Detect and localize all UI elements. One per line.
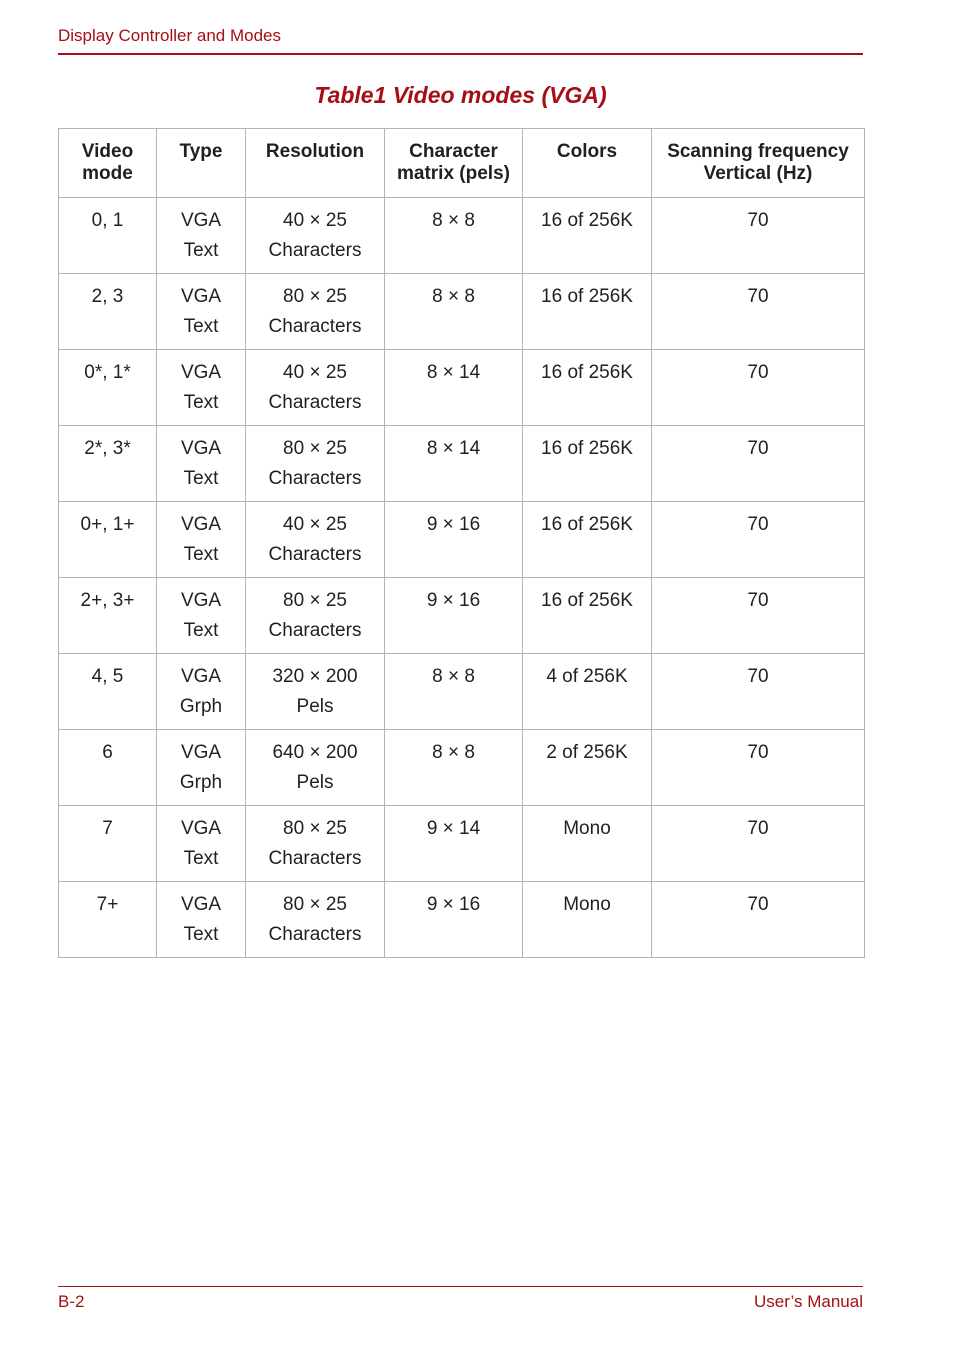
cell-scanning-frequency — [652, 806, 865, 882]
cell-type — [157, 882, 246, 958]
cell-text: 70 — [747, 666, 769, 687]
cell-colors — [523, 426, 652, 502]
cell-text: VGA — [180, 210, 222, 231]
cell-text: 2 of 256K — [546, 742, 628, 763]
cell-text: VGA — [180, 362, 222, 383]
cell-text: 0, 1 — [91, 210, 124, 231]
cell-text: 16 of 256K — [541, 438, 633, 459]
cell-text: 320 × 200 — [272, 666, 358, 687]
cell-text: Characters — [268, 316, 362, 337]
column-header-resolution — [246, 129, 385, 198]
cell-text: VGA — [180, 818, 222, 839]
cell-scanning-frequency — [652, 198, 865, 274]
cell-character-matrix — [385, 882, 523, 958]
table-row — [59, 882, 865, 958]
cell-resolution — [246, 426, 385, 502]
cell-text: 6 — [102, 742, 113, 763]
cell-text: VGA — [180, 590, 222, 611]
cell-resolution — [246, 654, 385, 730]
column-header-colors — [523, 129, 652, 198]
cell-text: VGA — [180, 514, 222, 535]
cell-text: 70 — [747, 590, 769, 611]
cell-text: 70 — [747, 514, 769, 535]
cell-text: Grph — [179, 696, 223, 717]
cell-text: Text — [183, 924, 219, 945]
table-row — [59, 350, 865, 426]
cell-text: 4 of 256K — [546, 666, 628, 687]
cell-text: VGA — [180, 438, 222, 459]
cell-video-mode — [59, 882, 157, 958]
cell-text: 16 of 256K — [541, 590, 633, 611]
cell-text: 70 — [747, 894, 769, 915]
cell-text: 8 × 8 — [432, 742, 475, 763]
cell-type — [157, 730, 246, 806]
cell-colors — [523, 274, 652, 350]
cell-text: 80 × 25 — [283, 590, 347, 611]
cell-resolution — [246, 882, 385, 958]
cell-text: 80 × 25 — [283, 438, 347, 459]
cell-text: Text — [183, 620, 219, 641]
footer-divider — [58, 1286, 863, 1287]
cell-scanning-frequency — [652, 730, 865, 806]
cell-text: 640 × 200 — [272, 742, 358, 763]
cell-text: 40 × 25 — [283, 210, 347, 231]
column-header-text: Type — [179, 141, 223, 162]
cell-text: Text — [183, 316, 219, 337]
cell-type — [157, 198, 246, 274]
cell-type — [157, 578, 246, 654]
cell-character-matrix — [385, 502, 523, 578]
cell-text: Pels — [296, 772, 334, 793]
cell-video-mode — [59, 654, 157, 730]
cell-text: 9 × 16 — [426, 590, 481, 611]
cell-resolution — [246, 274, 385, 350]
cell-text: 70 — [747, 818, 769, 839]
cell-colors — [523, 350, 652, 426]
cell-text: 16 of 256K — [541, 210, 633, 231]
cell-colors — [523, 502, 652, 578]
cell-resolution — [246, 806, 385, 882]
cell-text: VGA — [180, 894, 222, 915]
cell-colors — [523, 654, 652, 730]
cell-text: 40 × 25 — [283, 514, 347, 535]
cell-text: 9 × 16 — [426, 894, 481, 915]
cell-video-mode — [59, 274, 157, 350]
cell-text: 2*, 3* — [84, 438, 131, 459]
cell-text: VGA — [180, 666, 222, 687]
table-row — [59, 502, 865, 578]
cell-resolution — [246, 730, 385, 806]
cell-text: 16 of 256K — [541, 514, 633, 535]
column-header-text: Colors — [556, 141, 618, 162]
table-row — [59, 578, 865, 654]
cell-colors — [523, 198, 652, 274]
cell-video-mode — [59, 426, 157, 502]
cell-text: 8 × 8 — [432, 286, 475, 307]
cell-text: 9 × 16 — [426, 514, 481, 535]
cell-scanning-frequency — [652, 426, 865, 502]
cell-type — [157, 426, 246, 502]
table-row — [59, 654, 865, 730]
cell-scanning-frequency — [652, 350, 865, 426]
cell-text: Characters — [268, 924, 362, 945]
table-row — [59, 274, 865, 350]
cell-scanning-frequency — [652, 274, 865, 350]
cell-text: Text — [183, 392, 219, 413]
cell-resolution — [246, 198, 385, 274]
cell-text: 8 × 14 — [426, 438, 481, 459]
cell-text: Characters — [268, 848, 362, 869]
cell-text: 70 — [747, 210, 769, 231]
column-header-text: Vertical (Hz) — [703, 163, 813, 184]
cell-type — [157, 806, 246, 882]
column-header-text: Video — [81, 141, 134, 162]
cell-text: 9 × 14 — [426, 818, 481, 839]
cell-text: 70 — [747, 438, 769, 459]
page-number: B-2 — [58, 1292, 85, 1311]
cell-scanning-frequency — [652, 502, 865, 578]
cell-text: 16 of 256K — [541, 362, 633, 383]
table-row — [59, 806, 865, 882]
column-header-text: Character — [409, 141, 498, 162]
cell-character-matrix — [385, 426, 523, 502]
cell-scanning-frequency — [652, 578, 865, 654]
cell-colors — [523, 730, 652, 806]
cell-text: VGA — [180, 742, 222, 763]
table-caption: Table1 Video modes (VGA) — [314, 82, 607, 108]
cell-text: 80 × 25 — [283, 286, 347, 307]
table-row — [59, 198, 865, 274]
column-header-character-matrix — [385, 129, 523, 198]
column-header-text: Resolution — [265, 141, 365, 162]
cell-character-matrix — [385, 274, 523, 350]
cell-text: 16 of 256K — [541, 286, 633, 307]
cell-text: 0+, 1+ — [80, 514, 135, 535]
cell-text: Text — [183, 544, 219, 565]
cell-text: 70 — [747, 362, 769, 383]
cell-video-mode — [59, 350, 157, 426]
video-modes-table — [58, 128, 865, 958]
cell-character-matrix — [385, 198, 523, 274]
cell-colors — [523, 806, 652, 882]
column-header-text: matrix (pels) — [397, 163, 510, 184]
cell-type — [157, 350, 246, 426]
cell-character-matrix — [385, 578, 523, 654]
cell-resolution — [246, 502, 385, 578]
column-header-scanning-frequency — [652, 129, 865, 198]
table-row — [59, 426, 865, 502]
cell-text: Characters — [268, 392, 362, 413]
cell-type — [157, 502, 246, 578]
cell-text: Mono — [563, 818, 611, 839]
cell-type — [157, 274, 246, 350]
cell-text: Mono — [563, 894, 611, 915]
table-row — [59, 730, 865, 806]
cell-video-mode — [59, 502, 157, 578]
cell-text: Pels — [296, 696, 334, 717]
cell-text: 2+, 3+ — [80, 590, 135, 611]
manual-title: User’s Manual — [754, 1292, 863, 1311]
cell-colors — [523, 882, 652, 958]
cell-scanning-frequency — [652, 654, 865, 730]
header-divider — [58, 53, 863, 55]
cell-text: Characters — [268, 468, 362, 489]
cell-text: 70 — [747, 286, 769, 307]
cell-video-mode — [59, 198, 157, 274]
cell-text: Characters — [268, 544, 362, 565]
cell-video-mode — [59, 730, 157, 806]
cell-text: 7+ — [96, 894, 119, 915]
cell-text: VGA — [180, 286, 222, 307]
cell-video-mode — [59, 806, 157, 882]
cell-text: 70 — [747, 742, 769, 763]
cell-text: Grph — [179, 772, 223, 793]
cell-text: Text — [183, 240, 219, 261]
column-header-video-mode — [59, 129, 157, 198]
cell-type — [157, 654, 246, 730]
cell-text: 40 × 25 — [283, 362, 347, 383]
cell-character-matrix — [385, 730, 523, 806]
column-header-text: mode — [82, 163, 133, 184]
cell-text: 80 × 25 — [283, 894, 347, 915]
cell-character-matrix — [385, 654, 523, 730]
cell-text: 4, 5 — [91, 666, 124, 687]
cell-colors — [523, 578, 652, 654]
cell-text: 8 × 8 — [432, 210, 475, 231]
cell-resolution — [246, 578, 385, 654]
cell-character-matrix — [385, 806, 523, 882]
cell-text: Text — [183, 468, 219, 489]
cell-text: 80 × 25 — [283, 818, 347, 839]
cell-scanning-frequency — [652, 882, 865, 958]
cell-text: 8 × 8 — [432, 666, 475, 687]
column-header-text: Scanning frequency — [667, 141, 849, 162]
column-header-type — [157, 129, 246, 198]
running-header: Display Controller and Modes — [58, 26, 281, 45]
cell-text: Text — [183, 848, 219, 869]
cell-video-mode — [59, 578, 157, 654]
cell-character-matrix — [385, 350, 523, 426]
cell-text: 2, 3 — [91, 286, 124, 307]
table-header-row — [59, 129, 865, 198]
cell-text: 0*, 1* — [84, 362, 131, 383]
cell-text: 8 × 14 — [426, 362, 481, 383]
cell-text: Characters — [268, 620, 362, 641]
cell-text: Characters — [268, 240, 362, 261]
cell-text: 7 — [102, 818, 113, 839]
cell-resolution — [246, 350, 385, 426]
